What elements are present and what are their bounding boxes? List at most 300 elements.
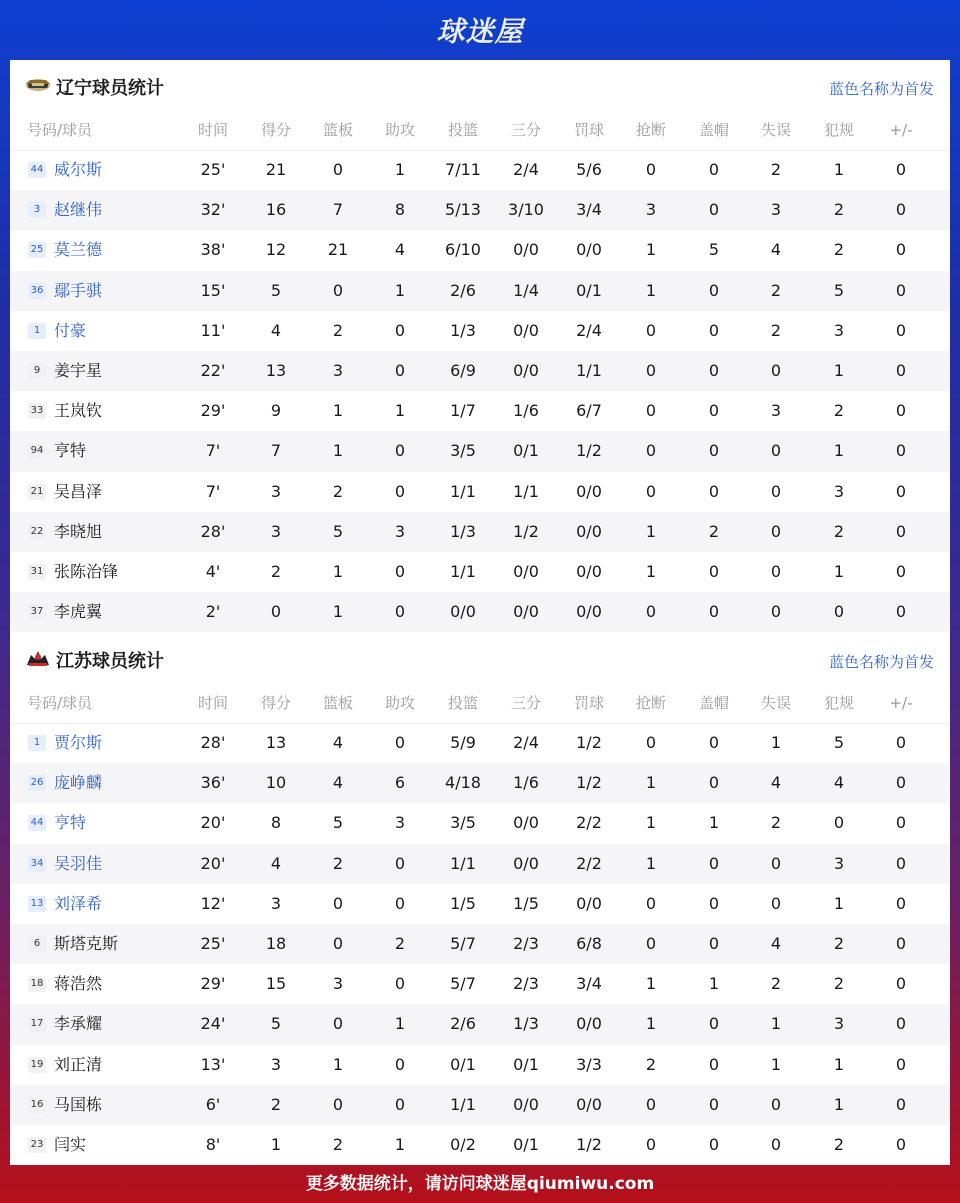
stat-cell: 29': [200, 401, 226, 421]
table-row: [10, 351, 950, 391]
footer-promo: 更多数据统计，请访问球迷屋qiumiwu.com: [305, 1174, 655, 1194]
table-row: [10, 844, 950, 884]
stat-cell: 3: [833, 853, 845, 873]
column-header: 抢断: [635, 121, 666, 139]
stat-cell: 2: [770, 280, 782, 300]
stat-cell: 5/6: [576, 160, 602, 179]
stat-cell: 3/3: [576, 1054, 602, 1074]
stat-cell: 2: [332, 853, 344, 873]
stat-cell: 0: [895, 813, 907, 833]
jersey-number-badge: 44: [28, 162, 46, 178]
stat-cell: 0: [708, 360, 720, 380]
stat-cell: 3: [833, 1014, 845, 1034]
column-header: 助攻: [384, 694, 415, 712]
stat-cell: 0: [645, 481, 657, 501]
stat-cell: 5/7: [450, 974, 476, 994]
stat-cell: 0: [708, 1094, 720, 1114]
stat-cell: 0/0: [576, 521, 602, 541]
stat-cell: 0: [394, 1054, 406, 1074]
stat-cell: 2/4: [513, 160, 539, 179]
stat-cell: 2: [770, 974, 782, 994]
stat-cell: 2: [708, 521, 720, 541]
stat-cell: 0: [770, 521, 782, 541]
stat-cell: 2: [833, 974, 845, 994]
table-row: [10, 391, 950, 431]
stat-cell: 1/2: [513, 521, 539, 541]
stat-cell: 1: [770, 1014, 782, 1034]
stat-cell: 0: [645, 360, 657, 380]
stat-cell: 29': [200, 974, 226, 994]
stat-cell: 1/2: [576, 733, 602, 752]
stat-cell: 0/0: [576, 1014, 602, 1034]
stat-cell: 4: [332, 733, 344, 752]
stat-cell: 5/13: [445, 200, 481, 220]
stat-cell: 0: [708, 481, 720, 501]
stat-cell: 0: [332, 1094, 344, 1114]
starter-player-name: 付豪: [54, 320, 87, 340]
stat-cell: 10: [265, 773, 287, 793]
stat-cell: 0: [895, 481, 907, 501]
stat-cell: 0/0: [576, 602, 602, 622]
stat-cell: 0: [770, 561, 782, 581]
stat-cell: 2: [833, 1134, 845, 1154]
jersey-number-badge: 6: [28, 936, 46, 952]
stat-cell: 0: [895, 1094, 907, 1114]
stat-cell: 0: [645, 602, 657, 622]
stat-cell: 0: [833, 813, 845, 833]
stat-cell: 9: [270, 401, 282, 421]
table-row: [10, 1004, 950, 1044]
stat-cell: 1/3: [513, 1014, 539, 1034]
stat-cell: 1: [645, 853, 657, 873]
starter-player-name: 贾尔斯: [54, 733, 103, 752]
stat-cell: 0: [708, 561, 720, 581]
stat-cell: 0: [332, 1014, 344, 1034]
player-name: 王岚钦: [54, 401, 103, 421]
player-table: [10, 150, 950, 632]
stat-cell: 0: [708, 933, 720, 953]
stat-cell: 3: [770, 401, 782, 421]
stat-cell: 24': [200, 1014, 226, 1034]
stat-cell: 0: [270, 602, 282, 622]
stat-cell: 4: [394, 240, 406, 260]
stat-cell: 8: [270, 813, 282, 833]
stat-cell: 2: [645, 1054, 657, 1074]
stat-cell: 0/0: [576, 240, 602, 260]
player-name: 姜宇星: [54, 360, 103, 380]
table-row: [10, 271, 950, 311]
stat-cell: 3/10: [508, 200, 544, 220]
column-header: 得分: [260, 121, 291, 139]
stat-cell: 3: [394, 813, 406, 833]
jersey-number-badge: 18: [28, 976, 46, 992]
stat-cell: 7: [332, 200, 344, 220]
stat-cell: 0/0: [513, 813, 539, 833]
team-title: 江苏球员统计: [56, 651, 164, 672]
jersey-number-badge: 44: [28, 815, 46, 831]
stat-cell: 4: [270, 853, 282, 873]
stat-cell: 0: [708, 773, 720, 793]
table-row: [10, 803, 950, 843]
stat-cell: 7': [205, 481, 221, 501]
player-table: [10, 723, 950, 1165]
stat-cell: 0/0: [513, 602, 539, 622]
stat-cell: 3: [332, 974, 344, 994]
stat-cell: 4/18: [445, 773, 481, 793]
starter-player-name: 莫兰德: [54, 240, 103, 260]
table-row: [10, 190, 950, 230]
stat-cell: 6: [394, 773, 406, 793]
stat-cell: 1/1: [450, 481, 476, 501]
stat-cell: 0: [645, 733, 657, 752]
starter-hint: 蓝色名称为首发: [828, 653, 934, 671]
stat-cell: 3: [833, 481, 845, 501]
stat-cell: 4': [205, 561, 221, 581]
stat-cell: 2/4: [576, 320, 602, 340]
stat-cell: 36': [200, 773, 226, 793]
stat-cell: 16: [265, 200, 287, 220]
column-header: 犯规: [823, 121, 854, 139]
stat-cell: 0: [895, 200, 907, 220]
stat-cell: 2/4: [513, 733, 539, 752]
stat-cell: 3/4: [576, 974, 602, 994]
stat-cell: 0: [770, 893, 782, 913]
stat-cell: 0: [708, 441, 720, 461]
stat-cell: 1: [770, 1054, 782, 1074]
jersey-number-badge: 34: [28, 856, 46, 872]
stat-cell: 4: [270, 320, 282, 340]
stat-cell: 1: [645, 974, 657, 994]
stat-cell: 3: [833, 320, 845, 340]
stat-cell: 1: [332, 401, 344, 421]
column-header: 三分: [510, 121, 541, 139]
jersey-number-badge: 37: [28, 604, 46, 620]
stat-cell: 6/7: [576, 401, 602, 421]
stat-cell: 13: [265, 360, 287, 380]
stat-cell: 0/0: [576, 481, 602, 501]
column-header: 篮板: [322, 121, 353, 139]
stat-cell: 2: [833, 240, 845, 260]
column-header: 失误: [760, 121, 791, 139]
starter-player-name: 吴羽佳: [54, 853, 103, 873]
stat-cell: 0/0: [513, 320, 539, 340]
stat-cell: 1/4: [513, 280, 539, 300]
stat-cell: 1: [833, 561, 845, 581]
stat-cell: 2: [833, 933, 845, 953]
stat-cell: 0: [394, 893, 406, 913]
stat-cell: 3/5: [450, 813, 476, 833]
stat-cell: 2/2: [576, 813, 602, 833]
starter-player-name: 亨特: [54, 813, 87, 833]
jiangsu-team-logo-icon: [25, 647, 51, 667]
stat-cell: 2/6: [450, 280, 476, 300]
stat-cell: 0/1: [576, 280, 602, 300]
stat-cell: 2: [332, 320, 344, 340]
stat-cell: 0: [770, 441, 782, 461]
column-header-player: 号码/球员: [27, 694, 93, 712]
column-header: 盖帽: [698, 694, 729, 712]
stat-cell: 1/2: [576, 773, 602, 793]
jersey-number-badge: 36: [28, 283, 46, 299]
stat-cell: 1/3: [450, 320, 476, 340]
stat-cell: 3: [270, 521, 282, 541]
table-row: [10, 311, 950, 351]
stat-cell: 3: [332, 360, 344, 380]
stat-cell: 0: [394, 853, 406, 873]
stat-cell: 2: [833, 401, 845, 421]
stat-cell: 1/1: [450, 853, 476, 873]
stat-cell: 0: [895, 160, 907, 179]
stat-cell: 0: [770, 1094, 782, 1114]
stat-cell: 1: [708, 813, 720, 833]
stat-cell: 6/10: [445, 240, 481, 260]
stat-cell: 7': [205, 441, 221, 461]
stat-cell: 2: [394, 933, 406, 953]
stat-cell: 7/11: [445, 160, 481, 179]
starter-player-name: 赵继伟: [54, 200, 103, 220]
stat-cell: 4: [833, 773, 845, 793]
column-header: 三分: [510, 694, 541, 712]
stat-cell: 6': [205, 1094, 221, 1114]
player-name: 蒋浩然: [54, 974, 103, 994]
jersey-number-badge: 17: [28, 1016, 46, 1032]
stat-cell: 21: [327, 240, 349, 260]
stat-cell: 5: [833, 733, 845, 752]
stat-cell: 2/3: [513, 974, 539, 994]
stat-cell: 2: [833, 521, 845, 541]
stat-cell: 2/2: [576, 853, 602, 873]
stat-cell: 5: [833, 280, 845, 300]
stat-cell: 0/0: [513, 1094, 539, 1114]
stat-cell: 1: [645, 240, 657, 260]
stat-cell: 1: [833, 441, 845, 461]
stat-cell: 1: [332, 441, 344, 461]
stat-cell: 0: [394, 602, 406, 622]
jersey-number-badge: 22: [28, 524, 46, 540]
column-header: +/-: [889, 694, 913, 712]
stat-cell: 2': [205, 602, 221, 622]
table-row: [10, 512, 950, 552]
stat-cell: 0: [770, 602, 782, 622]
stat-cell: 20': [200, 813, 226, 833]
stat-cell: 2: [270, 1094, 282, 1114]
stat-cell: 0: [895, 320, 907, 340]
stat-cell: 0: [708, 200, 720, 220]
stat-cell: 2: [770, 320, 782, 340]
column-header: 抢断: [635, 694, 666, 712]
jersey-number-badge: 21: [28, 484, 46, 500]
stat-cell: 1/2: [576, 441, 602, 461]
stat-cell: 1: [645, 521, 657, 541]
stat-cell: 0/1: [450, 1054, 476, 1074]
stat-cell: 0: [895, 1134, 907, 1154]
stat-cell: 0: [645, 441, 657, 461]
stat-cell: 0: [895, 240, 907, 260]
column-header: 助攻: [384, 121, 415, 139]
stat-cell: 0: [895, 401, 907, 421]
table-row: [10, 723, 950, 763]
stat-cell: 0/1: [513, 1054, 539, 1074]
stat-cell: 0: [770, 1134, 782, 1154]
stat-cell: 3: [270, 481, 282, 501]
stat-cell: 5: [332, 521, 344, 541]
stat-cell: 0: [895, 441, 907, 461]
stat-cell: 1/3: [450, 521, 476, 541]
table-row: [10, 1085, 950, 1125]
stat-cell: 0: [708, 853, 720, 873]
stat-cell: 0: [770, 853, 782, 873]
stat-cell: 0: [895, 602, 907, 622]
stat-cell: 1/2: [576, 1134, 602, 1154]
stat-cell: 1: [394, 160, 406, 179]
stat-cell: 28': [200, 733, 226, 752]
table-row: [10, 763, 950, 803]
stat-cell: 0: [332, 280, 344, 300]
stat-cell: 1: [770, 733, 782, 752]
column-header: 投篮: [447, 694, 478, 712]
stat-cell: 5: [270, 280, 282, 300]
stat-cell: 0: [645, 1134, 657, 1154]
column-header: 罚球: [573, 121, 604, 139]
stat-cell: 0/0: [576, 893, 602, 913]
stat-cell: 1: [645, 561, 657, 581]
stat-cell: 2: [270, 561, 282, 581]
table-row: [10, 592, 950, 632]
stat-cell: 1: [645, 813, 657, 833]
player-name: 亨特: [54, 441, 87, 461]
stat-cell: 6/9: [450, 360, 476, 380]
stat-cell: 13: [265, 733, 287, 752]
starter-player-name: 庞峥麟: [54, 773, 103, 793]
stat-cell: 0/0: [513, 561, 539, 581]
column-header: 罚球: [573, 694, 604, 712]
table-row: [10, 150, 950, 190]
jersey-number-badge: 31: [28, 564, 46, 580]
stat-cell: 0: [394, 1094, 406, 1114]
stat-cell: 25': [200, 160, 226, 179]
stat-cell: 3/5: [450, 441, 476, 461]
stat-cell: 1: [645, 773, 657, 793]
stat-cell: 0/0: [576, 561, 602, 581]
stat-cell: 1: [833, 1094, 845, 1114]
table-row: [10, 552, 950, 592]
stat-cell: 0: [645, 1094, 657, 1114]
stat-cell: 12': [200, 893, 226, 913]
stat-cell: 0: [394, 441, 406, 461]
team-section-header: [10, 633, 950, 683]
jersey-number-badge: 9: [28, 363, 46, 379]
stat-cell: 1/6: [513, 773, 539, 793]
jersey-number-badge: 25: [28, 242, 46, 258]
stat-cell: 0: [770, 360, 782, 380]
column-header: 犯规: [823, 694, 854, 712]
jersey-number-badge: 1: [28, 735, 46, 751]
jersey-number-badge: 3: [28, 202, 46, 218]
stat-cell: 1: [645, 1014, 657, 1034]
stat-cell: 0: [895, 360, 907, 380]
stat-cell: 2/3: [513, 933, 539, 953]
column-header: 投篮: [447, 121, 478, 139]
stat-cell: 1/6: [513, 401, 539, 421]
stat-cell: 0: [645, 933, 657, 953]
stat-cell: 3: [270, 1054, 282, 1074]
stat-cell: 5: [332, 813, 344, 833]
jersey-number-badge: 13: [28, 896, 46, 912]
stat-cell: 25': [200, 933, 226, 953]
stat-cell: 22': [200, 360, 226, 380]
table-row: [10, 1045, 950, 1085]
stat-cell: 4: [332, 773, 344, 793]
stat-cell: 2: [770, 813, 782, 833]
stat-cell: 1/1: [450, 1094, 476, 1114]
stat-cell: 0: [394, 561, 406, 581]
stat-cell: 0: [394, 974, 406, 994]
table-row: [10, 924, 950, 964]
player-name: 张陈治锋: [54, 561, 119, 581]
stat-cell: 38': [200, 240, 226, 260]
stat-cell: 1: [394, 280, 406, 300]
table-row: [10, 884, 950, 924]
stat-cell: 28': [200, 521, 226, 541]
stat-cell: 0/0: [513, 853, 539, 873]
stat-cell: 3: [270, 893, 282, 913]
stat-cell: 1: [645, 280, 657, 300]
stat-cell: 1: [708, 974, 720, 994]
stat-cell: 6/8: [576, 933, 602, 953]
table-header: [10, 110, 950, 151]
stat-cell: 0: [708, 280, 720, 300]
stat-cell: 0: [708, 1014, 720, 1034]
stat-cell: 0: [645, 401, 657, 421]
stat-cell: 5/9: [450, 733, 476, 752]
column-header: 得分: [260, 694, 291, 712]
stat-cell: 2: [332, 1134, 344, 1154]
stat-cell: 2: [770, 160, 782, 179]
stat-cell: 0: [645, 893, 657, 913]
stat-cell: 0: [645, 320, 657, 340]
stat-cell: 0: [394, 360, 406, 380]
stat-cell: 2: [332, 481, 344, 501]
stat-cell: 0/0: [513, 360, 539, 380]
stat-cell: 3: [770, 200, 782, 220]
jersey-number-badge: 26: [28, 775, 46, 791]
stat-cell: 0: [833, 602, 845, 622]
player-name: 李承耀: [54, 1014, 103, 1034]
jersey-number-badge: 33: [28, 403, 46, 419]
column-header: +/-: [889, 121, 913, 139]
player-name: 刘正清: [54, 1054, 103, 1074]
stat-cell: 3/4: [576, 200, 602, 220]
stat-cell: 1: [394, 1134, 406, 1154]
stat-cell: 1/5: [513, 893, 539, 913]
stat-cell: 5/7: [450, 933, 476, 953]
column-header: 篮板: [322, 694, 353, 712]
stat-cell: 0: [645, 160, 657, 179]
stat-cell: 18: [265, 933, 287, 953]
stat-cell: 0: [895, 521, 907, 541]
stat-cell: 0: [770, 481, 782, 501]
table-row: [10, 472, 950, 512]
player-name: 闫实: [54, 1134, 87, 1154]
stat-cell: 0: [895, 893, 907, 913]
stat-cell: 3: [645, 200, 657, 220]
stat-cell: 5: [708, 240, 720, 260]
stat-cell: 0: [708, 1054, 720, 1074]
stat-cell: 3: [394, 521, 406, 541]
team-section-header: [10, 60, 950, 110]
stat-cell: 0: [332, 160, 344, 179]
column-header-player: 号码/球员: [27, 121, 93, 139]
